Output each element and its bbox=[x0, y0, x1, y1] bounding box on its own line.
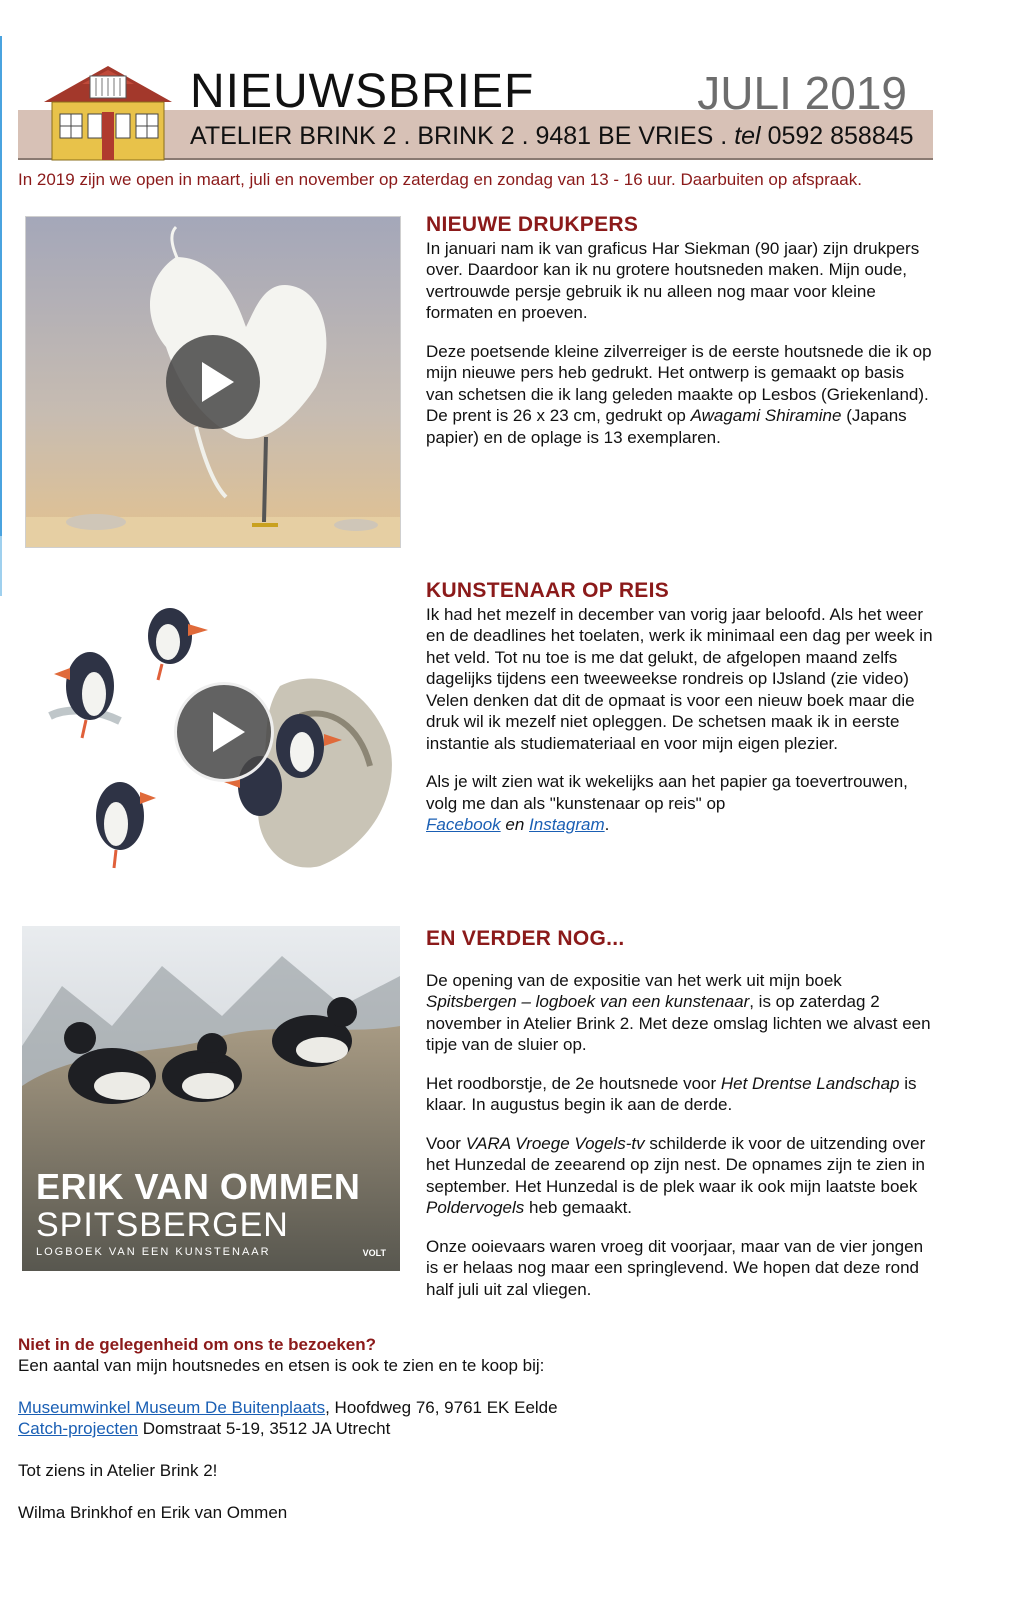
section-paragraph bbox=[426, 771, 936, 836]
conjunction-text: en bbox=[500, 815, 530, 834]
address-text: ATELIER BRINK 2 . BRINK 2 . 9481 BE VRIES . bbox=[190, 122, 728, 150]
spitsbergen-book-cover bbox=[22, 926, 400, 1271]
book-title: Spitsbergen – logboek van een kunstenaar bbox=[426, 992, 750, 1011]
paragraph-text: Voor bbox=[426, 1133, 466, 1153]
shop-address: , Hoofdweg 76, 9761 EK Eelde bbox=[325, 1398, 558, 1417]
opening-hours-text: In 2019 zijn we open in maart, juli en november op zaterdag en zondag van 13 - 16 uur. Daarbuiten op afspraak. bbox=[18, 170, 862, 189]
cover-title: SPITSBERGEN bbox=[36, 1206, 289, 1244]
section-artist-travel bbox=[426, 580, 936, 853]
paragraph-text: heb gemaakt. bbox=[524, 1198, 633, 1217]
egret-woodcut-video[interactable] bbox=[25, 216, 401, 548]
tv-programme: VARA Vroege Vogels-tv bbox=[465, 1133, 645, 1153]
shop-address: Domstraat 5-19, 3512 JA Utrecht bbox=[138, 1419, 391, 1438]
paragraph-text: Het roodborstje, de 2e houtsnede voor bbox=[426, 1073, 721, 1093]
greeting-text: Tot ziens in Atelier Brink 2! bbox=[18, 1461, 218, 1480]
section-new-press bbox=[426, 214, 936, 448]
newsletter-title: NIEUWSBRIEF bbox=[190, 65, 535, 118]
puffins-sketch-video[interactable] bbox=[30, 596, 402, 886]
newsletter-header bbox=[18, 60, 933, 162]
play-video-button[interactable] bbox=[166, 335, 260, 429]
paragraph-text: Ik had het mezelf in december van vorig jaar beloofd. Als het weer en de deadlines het toelaten, werk ik minimaal een dag per week in het veld. Tot nu toe is me dat gelukt, de afgelopen maand zelfs dagelijks tijdens een tweeweekse rondreis op IJsland (zie video) bbox=[426, 604, 933, 688]
period-text: . bbox=[604, 815, 610, 834]
paragraph-text: (Japans papier) en de oplage is 13 exemplaren. bbox=[426, 406, 907, 447]
section-heading: NIEUWE DRUKPERS bbox=[426, 213, 639, 236]
cover-author: ERIK VAN OMMEN bbox=[36, 1166, 361, 1207]
footer-text: Een aantal van mijn houtsnedes en etsen is ook te zien en te koop bij: bbox=[18, 1356, 545, 1375]
book-title: Poldervogels bbox=[426, 1198, 525, 1217]
section-paragraph: In januari nam ik van graficus Har Siekman (90 jaar) zijn drukpers over. Daardoor kan ik nu grotere houtsneden maken. Mijn oude, vertrouwde persje gebruik ik nu alleen nog maar voor kleine formaten en proeven. bbox=[426, 238, 920, 322]
tel-label: tel bbox=[734, 122, 761, 150]
museum-shop-link[interactable]: Museumwinkel Museum De Buitenplaats bbox=[18, 1398, 326, 1417]
shop-line bbox=[18, 1418, 918, 1439]
shop-line bbox=[18, 1397, 918, 1418]
section-heading: EN VERDER NOG... bbox=[426, 927, 625, 950]
instagram-link[interactable]: Instagram bbox=[529, 815, 605, 834]
facebook-link[interactable]: Facebook bbox=[426, 815, 501, 834]
section-paragraph bbox=[426, 604, 936, 755]
play-icon bbox=[213, 712, 245, 752]
tel-number: 0592 858845 bbox=[767, 122, 914, 150]
cover-publisher: VOLT bbox=[362, 1248, 386, 1258]
paragraph-text: schilderde ik voor de uitzending over het Hunzedal de zeearend op zijn nest. De opnames zijn te zien in september. Het Hunzedal is de plek waar ik ook mijn laatste boek bbox=[426, 1133, 926, 1196]
newsletter-footer bbox=[18, 1334, 918, 1523]
section-more-news bbox=[426, 928, 936, 1317]
atelier-house-logo bbox=[38, 62, 178, 162]
section-paragraph bbox=[426, 970, 936, 1056]
section-paragraph: Onze ooievaars waren vroeg dit voorjaar, maar van de vier jongen is er helaas nog maar een springlevend. We hopen dat deze rond half juli uit zal vliegen. bbox=[426, 1236, 924, 1299]
paragraph-text: is klaar. In augustus begin ik aan de derde. bbox=[426, 1073, 917, 1114]
play-video-button[interactable] bbox=[174, 682, 274, 782]
cover-subtitle: LOGBOEK VAN EEN KUNSTENAAR bbox=[36, 1246, 271, 1258]
paragraph-text: Deze poetsende kleine zilverreiger is de eerste houtsnede die ik op mijn nieuwe pers heb gedrukt. Het ontwerp is gemaakt op basis van schetsen die ik lang geleden maakte op Lesbos (Griekenland). bbox=[426, 341, 932, 404]
left-edge-line bbox=[0, 36, 2, 536]
catch-projects-link[interactable]: Catch-projecten bbox=[18, 1419, 139, 1438]
paragraph-text: , is op zaterdag 2 november in Atelier Brink 2. Met deze omslag lichten we alvast een tipje van de sluier op. bbox=[426, 992, 931, 1054]
paragraph-text: Als je wilt zien wat ik wekelijks aan het papier ga toevertrouwen, volg me dan als "kunstenaar op reis" op bbox=[426, 772, 908, 813]
section-paragraph bbox=[426, 1073, 936, 1116]
paragraph-text: Velen denken dat dit de opmaat is voor een nieuw boek maar die druk wil ik mezelf niet opleggen. De schetsen maak ik in eerste instantie als studiemateriaal en voor mijn eigen plezier. bbox=[426, 690, 915, 753]
section-heading: KUNSTENAAR OP REIS bbox=[426, 579, 670, 602]
header-address bbox=[190, 122, 914, 151]
paragraph-text: De prent is 26 x 23 cm, gedrukt op bbox=[426, 406, 691, 425]
paragraph-text: De opening van de expositie van het werk uit mijn boek bbox=[426, 970, 842, 990]
paper-name: Awagami Shiramine bbox=[690, 406, 842, 425]
section-paragraph bbox=[426, 341, 936, 449]
section-paragraph bbox=[426, 1133, 936, 1219]
signature-text: Wilma Brinkhof en Erik van Ommen bbox=[18, 1503, 288, 1522]
play-icon bbox=[202, 362, 234, 402]
newsletter-date: JULI 2019 bbox=[697, 67, 907, 119]
left-edge-line-light bbox=[0, 536, 2, 596]
organisation-name: Het Drentse Landschap bbox=[720, 1073, 900, 1093]
footer-heading: Niet in de gelegenheid om ons te bezoeken? bbox=[18, 1335, 377, 1354]
